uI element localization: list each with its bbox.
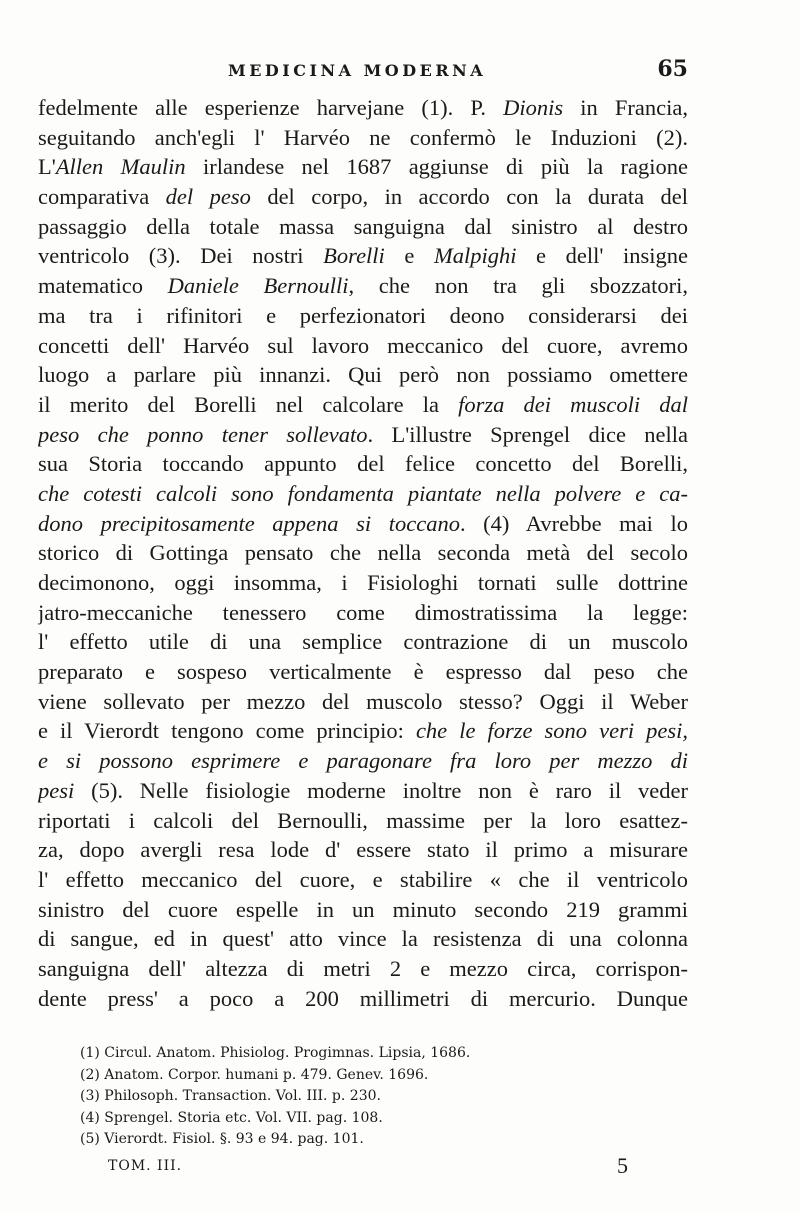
text-run: matematico [38,273,168,299]
text-line [38,716,688,746]
text-run: il merito del Borelli nel calcolare la [38,391,459,417]
body-text [38,93,688,1013]
text-line [38,479,688,509]
text-run: riportati i calcoli del Bernoulli, massime per la loro esattez- [38,807,688,833]
italic-text: Borelli [323,243,385,269]
text-line [38,538,688,568]
text-line [38,746,688,776]
italic-text: peso che ponno tener sollevato [38,421,368,447]
text-line [38,182,688,212]
footnote: (1) Circul. Anatom. Phisiolog. Progimnas. Lipsia, 1686. [80,1045,471,1061]
text-run: sanguigna dell' altezza di metri 2 e mezzo circa, corrispon- [38,955,688,981]
text-line [38,657,688,687]
text-line [38,241,688,271]
text-run: concetti dell' Harvéo sul lavoro meccanico del cuore, avremo [38,332,688,358]
text-run: . (4) Avrebbe mai lo [459,510,688,536]
text-line [38,598,688,628]
text-run: L' [38,154,56,180]
text-run: dente press' a poco a 200 millimetri di mercurio. Dunque [38,985,688,1011]
text-run: irlandese nel 1687 aggiunse di più la ragione [185,154,688,180]
text-run: comparativa [38,184,166,210]
text-run: luogo a parlare più innanzi. Qui però non possiamo omettere [38,362,688,388]
text-line [38,93,688,123]
running-head: MEDICINA MODERNA [228,61,487,80]
text-run: l' effetto meccanico del cuore, e stabilire « che il ventricolo [38,866,688,892]
text-run: e il Vierordt tengono come principio: [38,718,416,744]
page-number: 65 [657,56,688,82]
text-run: . L'illustre Sprengel dice nella [367,421,688,447]
text-run: decimonono, oggi insomma, i Fisiologhi tornati sulle dottrine [38,570,688,595]
text-line [38,331,688,361]
text-line [38,420,688,450]
footnote: (4) Sprengel. Storia etc. Vol. VII. pag. 108. [80,1109,383,1126]
text-run: in Francia, [563,95,688,120]
italic-text: Malpighi [433,243,517,269]
footnotes [80,1043,640,1151]
italic-text: Daniele Bernoulli [167,273,349,299]
text-line [38,984,688,1014]
page-header [38,56,688,86]
text-run: passaggio della totale massa sanguigna dal sinistro al destro [38,213,688,239]
text-line [38,865,688,895]
text-run: za, dopo avergli resa lode d' essere stato il primo a misurare [38,837,688,863]
italic-text: del peso [165,184,251,210]
text-line [38,152,688,182]
text-run: preparato e sospeso verticalmente è espresso dal peso che [38,659,688,685]
text-run: , che non tra gli sbozzatori, [348,273,688,299]
footnote: (5) Vierordt. Fisiol. §. 93 e 94. pag. 101. [80,1131,364,1147]
text-line [38,568,688,598]
italic-text: Dionis [503,95,564,120]
text-line [38,509,688,539]
signature-mark: 5 [617,1153,628,1178]
text-run: ventricolo (3). Dei nostri [38,243,324,269]
text-run: del corpo, in accordo con la durata del [250,184,688,210]
italic-text: pesi [38,777,75,803]
text-line [38,835,688,865]
italic-text: forza dei muscoli dal [458,391,688,417]
text-line [38,271,688,301]
italic-text: Allen Maulin [55,154,186,180]
text-run: storico di Gottinga pensato che nella seconda metà del secolo [38,540,688,566]
text-run: viene sollevato per mezzo del muscolo stesso? Oggi il Weber [38,688,688,714]
italic-text: dono precipitosamente appena si toccano [38,510,460,536]
text-line [38,449,688,479]
text-run: e [384,243,434,269]
text-line [38,360,688,390]
italic-text: e si possono esprimere e paragonare fra loro per mezzo di [38,748,688,774]
footnote: (2) Anatom. Corpor. humani p. 479. Genev. 1696. [80,1066,429,1083]
text-run: sua Storia toccando appunto del felice concetto del Borelli, [38,451,688,477]
text-run: l' effetto utile di una semplice contrazione di un muscolo [38,629,688,655]
text-run: ma tra i rifinitori e perfezionatori deono considerarsi dei [38,302,688,328]
italic-text: che cotesti calcoli sono fondamenta piantate nella polvere e ca- [38,480,688,506]
text-line [38,390,688,420]
text-line [38,954,688,984]
text-line [38,924,688,954]
text-line [38,776,688,806]
text-line [38,895,688,925]
text-line [38,212,688,242]
text-run: jatro-meccaniche tenessero come dimostratissima la legge: [38,599,688,625]
volume-signature: TOM. III. [108,1158,183,1174]
text-line [38,301,688,331]
text-run: e dell' insigne [516,243,688,269]
text-run: fedelmente alle esperienze harvejane (1). P. [38,95,504,120]
text-line [38,123,688,153]
text-run: (5). Nelle fisiologie moderne inoltre non è raro il veder [74,777,688,803]
text-run: seguitando anch'egli l' Harvéo ne confermò le Induzioni (2). [38,124,688,150]
text-run: di sangue, ed in quest' atto vince la resistenza di una colonna [38,926,688,952]
text-line [38,627,688,657]
italic-text: che le forze sono veri pesi, [415,718,688,744]
text-line [38,806,688,836]
text-run: sinistro del cuore espelle in un minuto secondo 219 grammi [38,896,688,922]
footnote: (3) Philosoph. Transaction. Vol. III. p. 230. [80,1088,381,1104]
page-footer [108,1153,628,1183]
text-line [38,687,688,717]
